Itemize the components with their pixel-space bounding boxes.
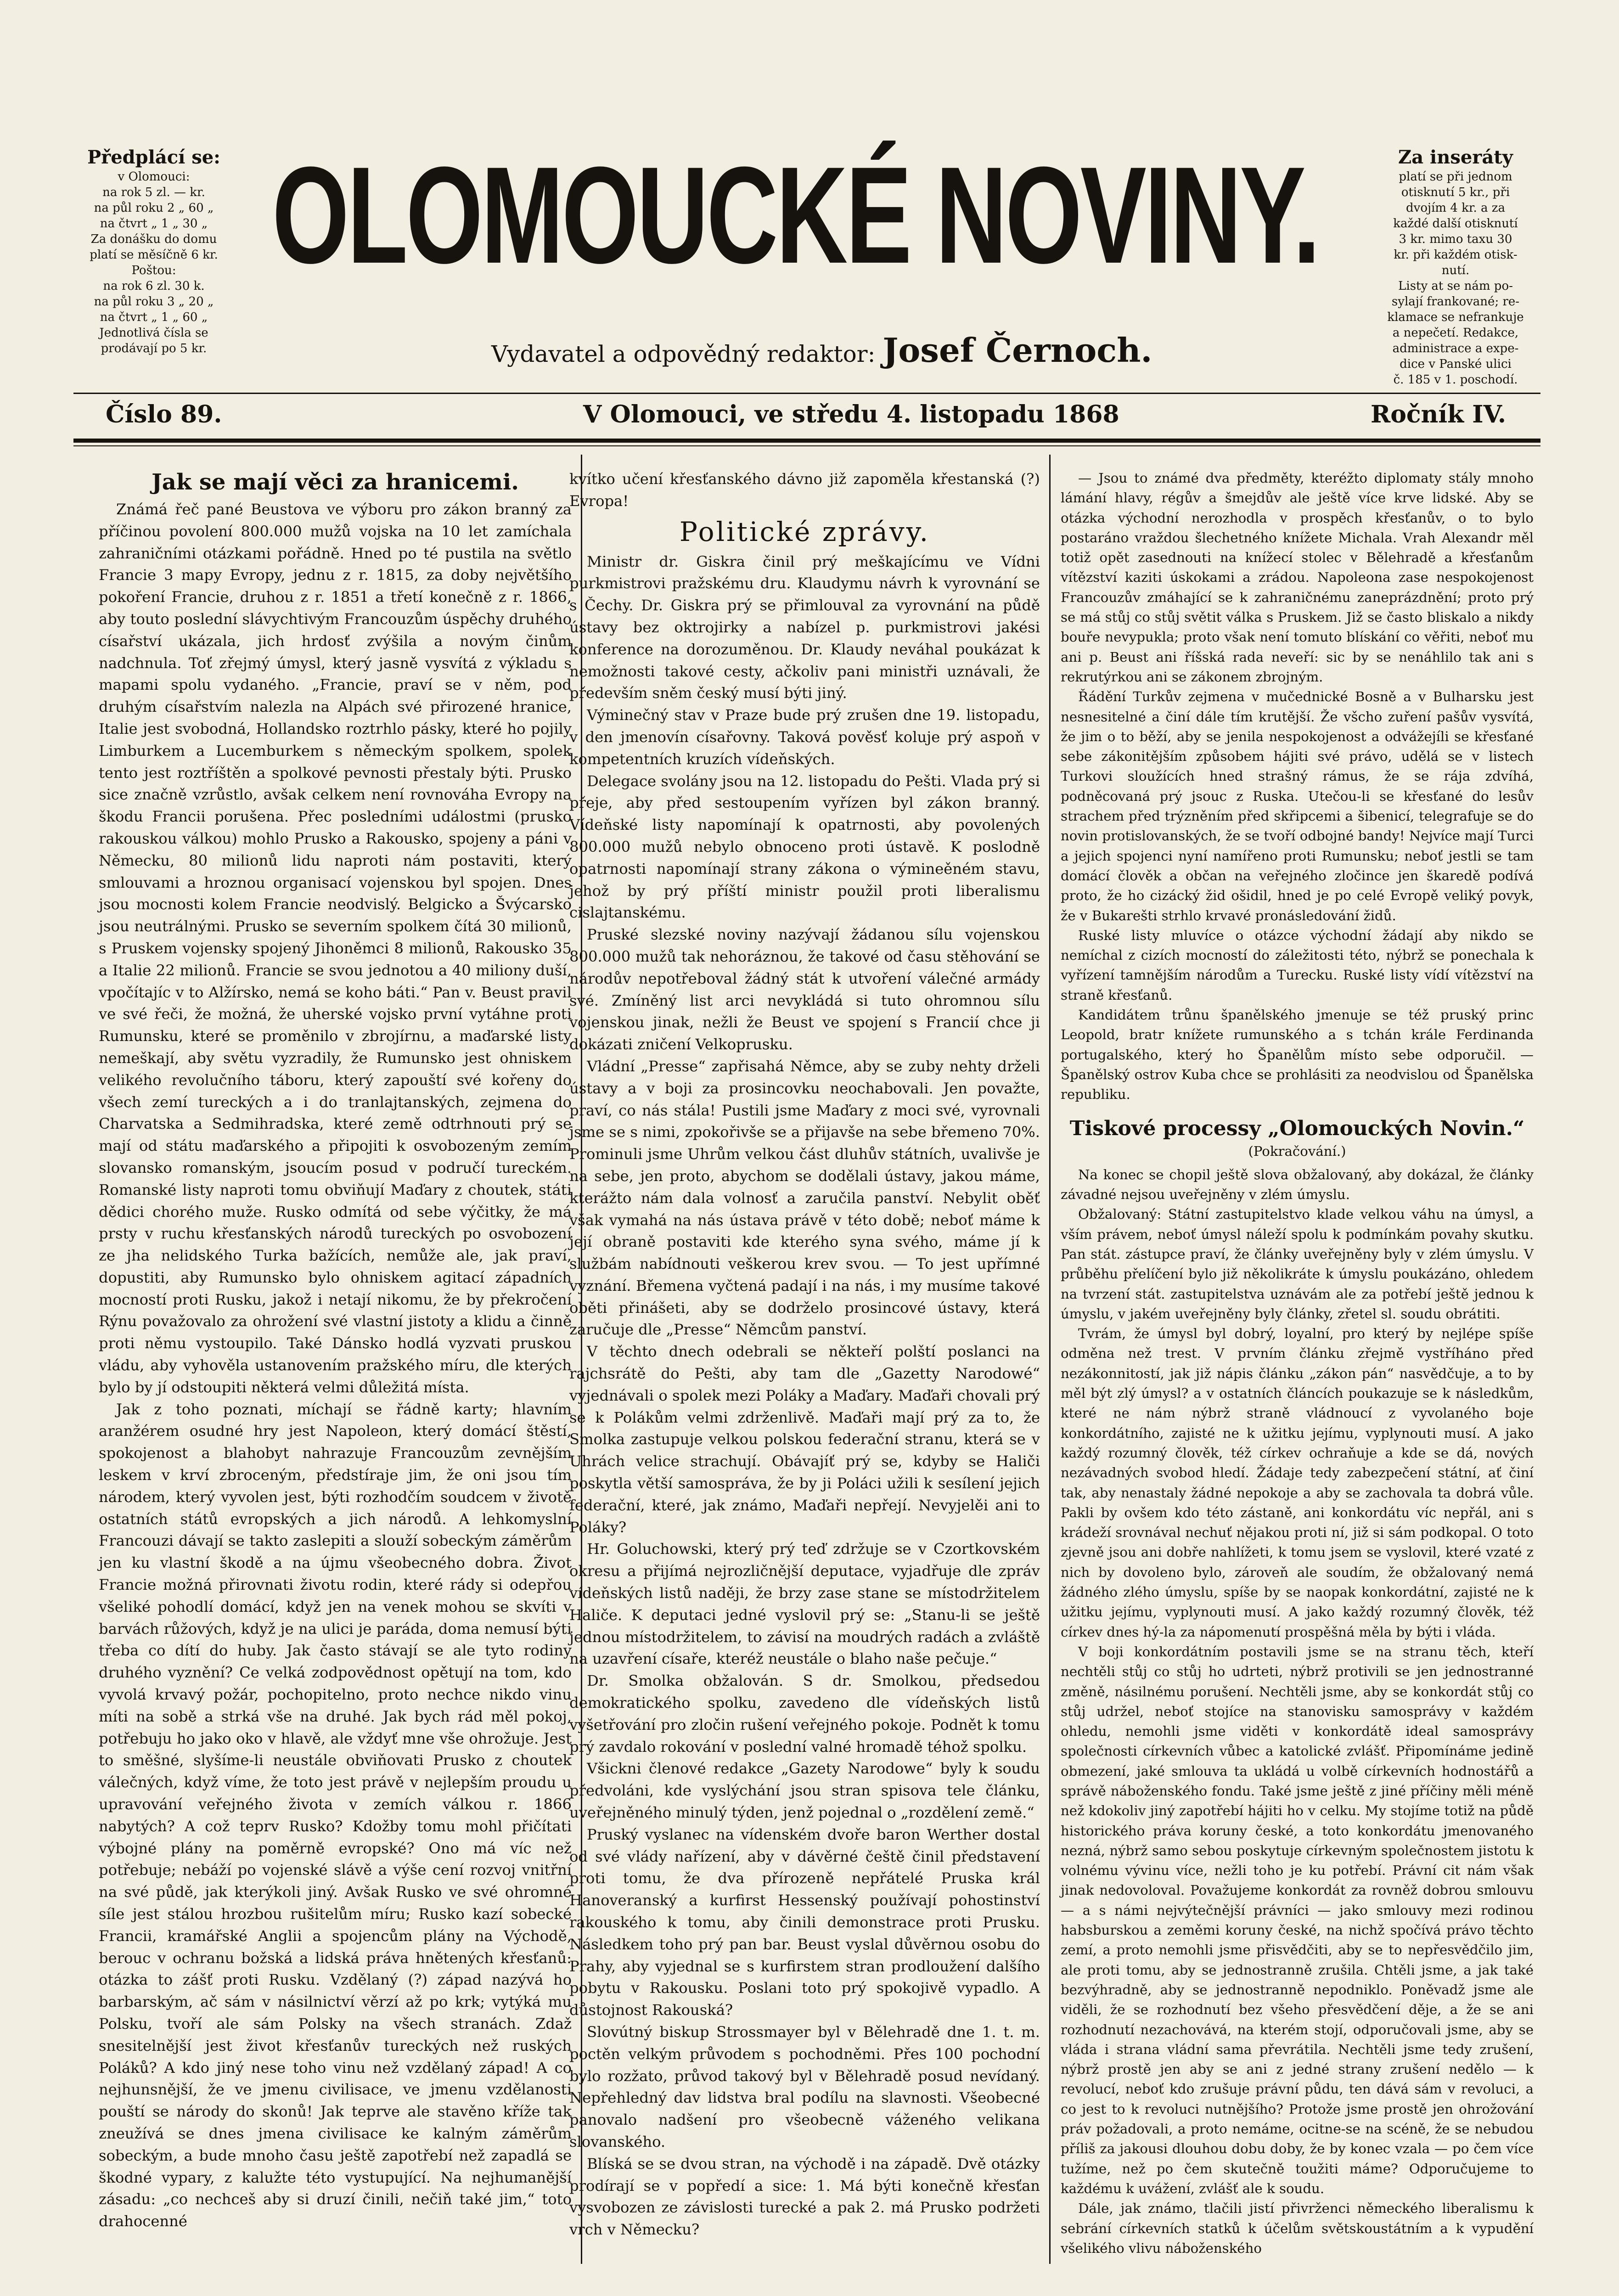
advertising-line: dice v Panské ulici [1400,357,1512,371]
column-3 [1061,468,1534,2258]
paragraph: Výminečný stav v Praze bude prý zrušen dne 19. listopadu, v den jmenovín císařovny. Taková pověsť koluje prý aspoň v kompetentních kruzích vídeňských. [569,706,1040,768]
subscription-lines [69,169,239,356]
advertising-line: č. 185 v 1. poschodí. [1393,373,1518,387]
political-news-body [569,551,1040,2241]
issue-date: V Olomouci, ve středu 4. listopadu 1868 [583,400,1119,428]
advertising-line: 3 kr. mimo taxu 30 [1399,232,1512,246]
paragraph: Pruské slezské noviny nazývají žádanou sílu vojenskou 800.000 mužů tak nehoráznou, že takové od času stěhování se národův nepotřeboval žádný stát k utvoření válečné armády své. Zmíněný list arci nevykládá si tuto ohromnou sílu vojenskou jinak, nežli že Beust ve spojení s Francií chce ji dokázati zničení Velkoprusku. [569,926,1040,1053]
advertising-box [1373,146,1538,388]
advertising-line: a nepečetí. Redakce, [1392,326,1519,340]
paragraph: Všickni členové redakce „Gazety Narodowe“ byly k soudu předvoláni, kde vyslýchání jsou stran spisova tele článku, uveřejněného minulý týden, jenž pojednal o „rozdělení země.“ [569,1760,1040,1822]
paragraph: Jak z toho poznati, míchají se řádně karty; hlavním aranžérem osudné hry jest Napoleon, který domácí štěstí, spokojenost a blahobyt nahrazuje Francouzům zevnějším leskem v krví zbroceným, předstíraje jim, že oni jsou tím národem, který vyvolen jest, býti rozhodčím soudcem v životě ostatních států evropských a jich národů. A lehkomyslní Francouzi dávají se takto zaslepiti a slouží sobeckým záměrům jen ku vlastní škodě a na újmu všeobecného dobra. Život Francie možná přirovnati životu rodin, které rády si odepřou všeliké pohodlí domácí, když jen na venek mohou se skvíti v barvách růžových, když je na ulici je paráda, doma nemusí býti třeba co dítí do huby. Jak často stávají se ale tyto rodiny druhého vyznění? Ce velká zodpovědnost opětují na tom, kdo vyvolá krvavý požár, pochopitelno, proto nechce nikdo vinu míti na sobě a strká vše na druhé. Jak bych rád měl pokoj, potřebuju ho jako oko v hlavě, ale vždyť mne vše ohrožuje. Jest to směšné, slyšíme-li neustále obviňovati Prusko z choutek válečných, když víme, že toto jest právě v nejlepším proudu u upravování veřejného života v zemích válkou r. 1866 nabytých? A což teprv Rusko? Kdožby tomu mohl přičítati výbojné plány na poměrně evropské? Ono má víc než potřebuje; nebáží po vojenské slávě a výše cení rozvoj vnitřní na své půdě, jak kterýkoli jiný. Avšak Rusko ve své ohromné síle jest stálou hrozbou rušitelům míru; Rusko kazí sobecké Francii, kramářské Anglii a spojencům plány na Východě, berouc v ochranu božská a lidská práva hnětených křesťanů: otázka to zášť proti Rusku. Vzdělaný (?) západ nazývá ho barbarským, ač sám v násilnictví věrzí až po krk; vytýká mu Polsku, tvoří ale sám Polsky na všech stranách. Zdaž snesitelnější jest život křesťanův tureckých než ruských Poláků? A kdo jiný nese toho vinu než vzdělaný západ! A co nejhunsnější, že ve jmenu civilisace, ve jmenu vzdělanosti pouští se národy do skonů! Jak teprve ale stavěno kříže tak zneužívá se dnes jmena civilisace ke kalným záměrům sobeckým, a bude mnoho času ještě zapotřebí než zapadlá se škodné vypary, z kalužte této vystupující. Na nejhumanější zásadu: „co nechceš aby si druzí činili, nečiň také jim,“ toto drahocenné [99,1400,572,2230]
paragraph: Ruské listy mluvíce o otázce východní žádají aby nikdo se nemíchal z cizích mocností do záležitosti této, nýbrž se ponechala k vyřízení tamnějším národům a Turecku. Ruské listy vídí vítězství na straně křesťanů. [1061,927,1534,1003]
paragraph: V těchto dnech odebrali se někteří polští poslanci na rajchsrátě do Pešti, aby tam dle „Gazetty Narodowé“ vyjednávali o spolek mezi Poláky a Maďary. Maďaři chovali prý se k Polákům velmi zdrženlivě. Maďaři mají prý za to, že Smolka zastupuje velkou polskou federační stranu, která se v Uhrách velice strachují. Obávajíť prý se, kdyby se Haliči poskytla větší samospráva, že by ji Poláci užili k sesílení jejich federační, které, jak známo, Maďaři nepřejí. Nevyjelěi ani to Poláky? [569,1343,1040,1536]
article-subheading-continued: (Pokračování.) [1248,1143,1346,1159]
subscription-line: na čtvrt „ 1 „ 30 „ [100,217,208,231]
advertising-line: každé další otisknutí [1393,217,1518,231]
paragraph: Ministr dr. Giskra činil prý meškajícímu ve Vídni purkmistrovi pražskému dru. Klaudymu návrh k vyrovnání se s Čechy. Dr. Giskra prý se přimlouval za vyrovnání na půdě ústavy bez oktrojirky a nabízel p. purkmistrovi jakési konference na dorozuměnou. Dr. Klaudy neváhal poukázat k nemožnosti takové cesty, ačkoliv pani ministři uznávali, že především sněm český musí býti jiný. [569,552,1040,702]
subscription-line: Za donášku do domu [90,232,217,246]
advertising-line: Listy at se nám po- [1398,279,1513,293]
paragraph: Řádění Turkův zejmena v mučednické Bosně a v Bulharsku jest nesnesitelné a činí dále tím krutější. Že všcho zuření pašův vysvítá, že jim o to běží, aby se jenila nespokojenost a odvážejíli se křesťané sebe zákonitějším způsobem hájiti své právo, udělá se v listech Turkovi sloužících hned strašný rámus, že se rája zdvíhá, podněcovaná prý jsouc z Ruska. Utečou-li se křesťané do lesův strachem před trýzněním před skřipcemi a šibenicí, telegrafuje se do novin protislovanských, že se tvoří odbojné bandy! Nejvíce mají Turci a jejich spojenci nyní namířeno proti Rumunsku; neboť jestli se tam domácí člověk a občan na veřejného zločince jen škaredě podívá proto, že ho cizácký žid ošidil, hned je po celé Evropě veliký povyk, že v Bukarešti strhlo krvavé pronásledování židů. [1061,689,1534,923]
dateline-bottom-rule-thin [73,445,1540,446]
column-2 [569,468,1040,2241]
editor-prefix: Vydavatel a odpovědný redaktor: [491,341,876,367]
press-trials-body [1061,1165,1534,2258]
column-rule-2 [1049,455,1051,2264]
subscription-box [69,146,239,356]
dateline-top-rule [73,393,1540,394]
issue-number: Číslo 89. [106,400,222,428]
paragraph: Pruský vyslanec na vídenském dvoře baron Werther dostal od své vlády nařízení, aby v dávěrné čeště činil představení proti tomu, že dva přírozeně nepřátelé Pruska král Hanoveranský a kurfirst Hessenský používají pohostinství rakouského k tomu, aby činili demonstrace proti Prusku. Následkem toho prý pan bar. Beust vyslal důvěrnou osobu do Prahy, aby vyjednal se s kurfirstem stran prodloužení dalšího pobytu v Rakousku. Poslani toto prý spokojivě vypadlo. A důstojnost Rakouská? [569,1825,1040,2019]
advertising-line: platí se při jednom [1399,170,1512,184]
paragraph: Kandidátem trůnu španělského jmenuje se též pruský princ Leopold, bratr knížete rumunského a s tchán krále Ferdinanda portugalského, který ho Španělům místo sebe odporučil. — Španělský ostrov Kuba chce se prohlásiti za neodvislou od Španělska republiku. [1061,1007,1534,1103]
paragraph: Vládní „Presse“ zapřisahá Němce, aby se zuby nehty drželi ústavy a v boji za prosincovku neochabovali. Jen považte, praví, co nás stála! Pustili jsme Maďary z moci své, vyrovnali jsme se s nimi, zpokořivše se a přijavše na sebe břemeno 70%. Prominuli jsme Uhrům velkou část dluhův státních, uvalivše je na sebe, jen proto, abychom se dodělali ústavy, jakou máme, kterážto nám dala volnosť a zaručila panství. Nebylit oběť však vymahá na nás ústava právě v této době; neboť máme k její obraně postaviti kde kterého syna svého, máme jí k službám nabídnouti veškerou krev svou. — To jest upřímné vyznání. Břemena vyčtená padají i na nás, i my musíme takové oběti přinášeti, aby se dodrželo prosincové ústavy, která zaručuje dle „Presse“ Němcům panství. [569,1057,1040,1339]
section-heading-political-news: Politické zprávy. [679,516,930,547]
paragraph: Tvrám, že úmysl byl dobrý, loyalní, pro který by nejlépe spíše odměna než trest. V prvním článku zřejmě vystříháno před nezákonnitostí, jak již nápis článku „zákon pán“ nasvědčuje, a to by měl být zlý úmysl? a v ostatních článcích poukazuje se k následkům, které ne nám nýbrž straně vládnoucí z vyvolaného boje konkordátního, zajisté ne k užitku jejímu, vyplynouti musí. A jako každý rozumný člověk, též církev ochraňuje a kde se dá, nových nezávadných svobod hledí. Žádaje tedy zabezpečení státní, ať činí tak, aby nenastaly žádné nepokoje a aby se zachovala ta dobrá vůle. Pakli by ovšem kdo této zástaně, ani konkordátu víc nepřál, ani s krádeží srovnával nechuť nějakou proti ní, již si sám podkopal. O toto zjevně jsou ani dobře nahlížeti, k tomu jsem se vyslovil, které vzaté z nich by dovoleno bylo, zároveň ale soudím, že obžalovaný nemá žádného zlého úmyslu, spíše by se naopak konkordátní, zajisté ne k užitku jejímu, vyplynouti musí. A jako každý rozumný člověk, též církev dnes hý-la za nápomenutí prospěšná měla by býti i vláda. [1061,1326,1534,1640]
subscription-line: Poštou: [131,264,176,277]
advertising-line: administrace a expe- [1392,342,1519,355]
paragraph: Známá řeč pané Beustova ve výboru pro zákon branný za příčinou povolení 800.000 mužů vojska na 10 let zamíchala zahraničními otázkami pořádně. Hned po té pustila na světlo Francie 3 mapy Evropy, jednu z r. 1815, za doby největšího pokoření Francie, druhou z r. 1851 a třetí konečně z r. 1866, aby touto poslední slávychtivým Francouzům úspěchy druhého císařství ukázala, jich hrdosť zvýšila a novým činům nadchnula. Toť zřejmý úmysl, který jasně vysvítá z výkladu s mapami spolu vydaného. „Francie, praví se v něm, pod druhým císařstvím nalezla na Alpách své přirozené hranice, Italie jest svobodná, Hollandsko roztrhlo pásky, které ho pojily Limburkem a Lucemburkem s německým spolkem, spolek tento jest roztříštěn a spolkové pevnosti přestaly býti. Prusko sice značně vzrůstlo, avšak celkem není rovnováha Evropy na škodu Francii porušena. Přec posledními událostmi (prusko rakouskou válkou) mohlo Prusko a Rakousko, spojeny a páni v Německu, 80 milionů lidu naproti nám postaviti, který smlouvami a hroznou organisací vojenskou byl spojen. Dnes jsou mocnosti kolem Francie neodvislý. Belgicko a Švýcarsko jsou neutrálnými. Prusko se severním spolkem čítá 30 milionů, s Pruskem vojensky spojený Jihoněmci 8 milionů, Rakousko 35 a Italie 22 milionů. Francie se svou jednotou a 40 miliony duší, vpočítajíc v to Alžírsko, nemá se koho báti.“ Pan v. Beust pravil ve své řeči, že možná, že uherské vojsko první vytáhne proti Rumunsku, které se proměnilo v zbrojírnu, a maďarské listy nemeškají, aby světu vyzradily, že Rumunsko jest ohniskem velikého revolučního táboru, který zapouští své kořeny do všech zemí tureckých a i do tranlajtanských, zejmena do Charvatska a Sedmihradska, které země odtrhnouti prý se mají od státu maďarského a připojiti k osvobozeným zemím slovansko romanským, jsoucím posud v područí tureckém. Romanské listy naproti tomu obviňují Maďary z choutek, státi dědici chorého muže. Rusko odmítá od sebe výčitky, že má prsty v ruchu křesťanských národů tureckých po osvobození ze jha nelidského Turka bažících, nemůže ale, jak praví, dopustiti, aby Rumunsko bylo ohniskem agitací západních mocností proti Rusku, jakož i netají nikomu, že by překročení Rýnu považovalo za ohrožení své vlastní jistoty a klidu a činně proti němu vystoupilo. Také Dánsko hodlá vyzvati pruskou vládu, aby vyhověla ustanovením pražského míru, dle kterých bylo by jí odstoupiti některá velmi důležitá místa. [99,501,572,1396]
subscription-line: na rok 5 zl. — kr. [102,186,205,199]
dateline-bottom-rule [73,439,1540,443]
paragraph: Blíská se se dvou stran, na východě i na západě. Dvě otázky prodírají se v popředí a sice: 1. Má býti konečně křesťan vysvobozen ze závislosti turecké a pak 2. má Prusko podržeti vrch v Německu? [569,2155,1040,2239]
advertising-heading: Za inseráty [1398,146,1513,168]
subscription-line: v Olomouci: [118,170,190,184]
paragraph: — Jsou to známé dva předměty, kteréžto diplomaty stály mnoho lámání hlavy, régův a šmejdův ale ještě více krve lidské. Aby se otázka východní nerozhodla v prospěch křesťanův, o to bylo postaráno vraždou šlechetného knížete Michala. Vrah Alexandr měl totiž opět zasednouti na knížecí stolec v Bělehradě a křesťanům vítězství kaziti úskokami a zrádou. Napoleona zase nespokojenost Francouzův zmáhající se k zahraničnému zaneprázdnění; proto prý se má stůj co stůj světit válka s Pruskem. Již se často bliskalo a nikdy bouře nevypukla; proto však není tomuto blískání co věřiti, neboť mu ani p. Beust ani říšská rada neveří: sic by se nenáhlilo tak ani s rekrutýrkou ani se zákonem zbrojným. [1061,470,1534,685]
subscription-line: na rok 6 zl. 30 k. [103,279,205,293]
advertising-line: kr. při každém otisk- [1394,248,1518,262]
article-heading-press-trials: Tiskové processy „Olomouckých Novin.“ [1069,1116,1525,1140]
advertising-line: dvojím 4 kr. a za [1406,201,1505,215]
column-1 [99,468,572,2233]
editor-line [491,331,1152,370]
paragraph: Dr. Smolka obžalován. S dr. Smolkou, předsedou demokratického spolku, zavedeno dle vídeňských listů vyšetřování pro zločin rušení veřejného pokoje. Podnět k tomu prý zavdalo rokování v poslední valné hromadě téhož spolku. [569,1672,1040,1756]
subscription-line: na čtvrt „ 1 „ 60 „ [100,310,208,324]
advertising-line: nutí. [1441,264,1470,277]
volume-number: Ročník IV. [1371,400,1506,428]
article-body-abroad [99,499,572,2233]
paragraph: Slovútný biskup Strossmayer byl v Bělehradě dne 1. t. m. poctěn velkým průvodem s pochodněmi. Přes 100 pochodní bylo rozžato, průvod takový byl v Bělehradě posud nevídaný. Nepřehledný dav lidstva bral podílu na slavnosti. Všeobecné panovalo nadšení pro všeobecně váženého velikana slovanského. [569,2023,1040,2150]
paragraph: Obžalovaný: Státní zastupitelstvo klade velkou váhu na úmysl, a vším právem, neboť úmysl náleží spolu k podmínkám povahy skutku. Pan stát. zástupce praví, že články uveřejněny byly v zlém úmyslu. V průběhu přelíčení bylo již několikráte k úmyslu poukázáno, ohledem na tvrzení stát. zastupitelstva uznávám ale za potřebí ještě jednou k úmyslu, v jakém uveřejněny byly články, zřetel sl. soudu obrátiti. [1061,1206,1534,1322]
subscription-line: Jednotlivá čísla se [99,326,208,340]
advertising-lines [1373,169,1538,388]
political-news-continuation [1061,468,1534,1105]
article-continuation: kvítko učení křesťanského dávno již zapoměla křestanská (?) Evropa! [569,470,1040,510]
subscription-heading: Předplácí se: [87,146,220,168]
advertising-line: klamace se nefrankuje [1387,310,1524,324]
paragraph: Hr. Goluchowski, který prý teď zdržuje se v Czortkovském okresu a přijímá nejrozličnější deputace, vyjadřuje dle zpráv vídeňských listů naději, že brzy zase stane se místodržitelem Haliče. K deputaci jedné vyslovil prý se: „Stanu-li se ještě jednou místodržitelem, to závisí na moudrých radách a zvláště na uzavření císaře, kteréž neustále o blaho naše pečuje.“ [569,1540,1040,1668]
advertising-line: otisknutí 5 kr., při [1401,186,1510,199]
newspaper-title: OLOMOUCKÉ NOVINY. [272,138,1319,292]
article-heading-abroad: Jak se mají věci za hranicemi. [152,469,519,495]
paragraph: V boji konkordátním postavili jsme se na stranu těch, kteří nechtěli stůj co stůj ho udrteti, nýbrž protivili se jen jednostranné změně, násilnému porušení. Nechtěli jsme, aby se konkordát stůj co stůj udržel, neboť stojíce na stanovisku samosprávy v každém ohledu, nemohli jsme viděti v konkordátě ideal samosprávy společnosti církevních vůbec a katolické zvlášť. Připomínáme jedině obmezení, jaké smlouva ta ukládá u volbě církevních hodnostářů a správě náboženského fondu. Také jsme ještě z jiné příčiny měli méně než kdokoliv jiný zapotřebí hájiti ho v celku. My stojíme totiž na půdě historického práva koruny české, a toto konkordátu jmenovaného nezná, nýbrž samo sebou poskytuje církevným společnostem jistotu k volnému vývinu více, nežli toho je ku potřebí. Právní cit nám však jinak nedovoloval. Považujeme konkordát za rovněž dobrou smlouvu — a s námi nejvýtečnější právníci — jako smlouvy mezi rodinou habsburskou a zeměmi koruny české, na nichž spočívá právo těchto zemí, a proto nemohli jsme přisvědčiti, aby se to nepřesvědčilo jim, ale proti tomu, aby se jednostranně zrušila. Chtěli jsme, a jak také bezvýhradně, aby se jednostranně nepodniklo. Poněvadž jsme ale viděli, že se rozhodnutí bez všeho přesvědčení děje, a že se ani rozhodnutí nezachovává, na kterém stojí, odporučovali jsme, aby se vláda i strana vládní sama převrátila. Nechtěli jsme tedy zrušení, nýbrž prostě jen aby se ani z jedné strany zrušení nedělo — k revolucí, neboť kdo zrušuje právní půdu, ten dává sám v revoluci, a co jest to k revoluci nutnějšího? Protože jsme prostě jen ohrožování práv požadovali, a proto nemáme, ocitne-se na scéně, že se nebudou příliš za jakousi dlouhou dobu doby, že by konec vzala — po čem více tužíme, než po čem skutečně toužiti máme? Odporučujeme to každému k uvážení, zvlášť ale k soudu. [1061,1643,1534,2196]
paragraph: Delegace svolány jsou na 12. listopadu do Pešti. Vlada prý si přeje, aby před sestoupením vyřízen byl zákon branný. Vídeňské listy napomínají k opatrnosti, aby povolených 800.000 mužů nebylo obnoceno proti ústavě. K poslodně opatrnosti napomínají strany zákona o výmineěném stavu, jehož by prý příští ministr použil proti liberalismu cislajtanskému. [569,772,1040,922]
subscription-line: platí se měsíčně 6 kr. [90,248,218,262]
subscription-line: na půl roku 2 „ 60 „ [94,201,214,215]
advertising-line: sylají frankované; re- [1391,295,1520,309]
paragraph: Dále, jak známo, tlačili jistí přivrženci německého liberalismu k sebrání církevních statků k účelům světskoustátním a k vypudění všelikého vlivu náboženského [1061,2200,1534,2256]
paragraph: Na konec se chopil ještě slova obžalovaný, aby dokázal, že články závadné nejsou uveřejněny v zlém úmyslu. [1061,1166,1534,1203]
subscription-line: prodávají po 5 kr. [101,342,207,355]
subscription-line: na půl roku 3 „ 20 „ [94,295,214,309]
editor-name: Josef Černoch. [883,331,1152,370]
